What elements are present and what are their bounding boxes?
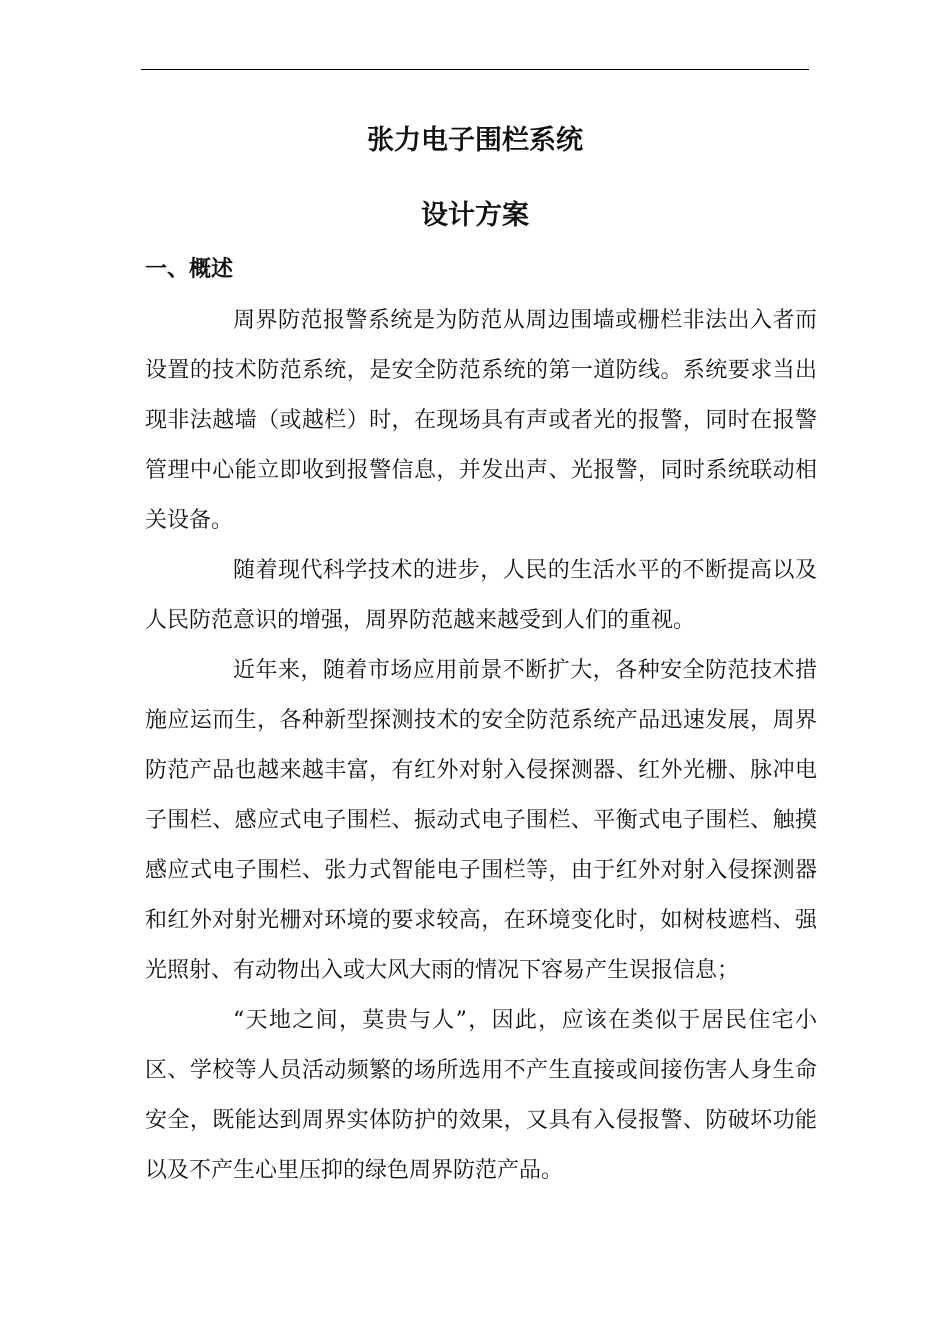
paragraph-3: 近年来，随着市场应用前景不断扩大，各种安全防范技术措施应运而生，各种新型探测技术的安全防范系统产品迅速发展，周界防范产品也越来越丰富，有红外对射入侵探测器、红外光栅、脉冲电子围栏、感应式电子围栏、振动式电子围栏、平衡式电子围栏、触摸感应式电子围栏、张力式智能电子围栏等，由于红外对射入侵探测器和红外对射光栅对环境的要求较高，在环境变化时，如树枝遮档、强光照射、有动物出入或大风大雨的情况下容易产生误报信息； — [145, 658, 817, 983]
section-heading-overview: 一、概述 — [145, 257, 234, 282]
document-title: 张力电子围栏系统 — [367, 125, 583, 156]
header-rule — [141, 69, 809, 70]
paragraph-1: 周界防范报警系统是为防范从周边围墙或栅栏非法出入者而设置的技术防范系统，是安全防范系统的第一道防线。系统要求当出现非法越墙（或越栏）时，在现场具有声或者光的报警，同时在报警管理中心能立即收到报警信息，并发出声、光报警，同时系统联动相关设备。 — [145, 308, 817, 533]
paragraph-4: “天地之间，莫贵与人”，因此，应该在类似于居民住宅小区、学校等人员活动频繁的场所选用不产生直接或间接伤害人身生命安全，既能达到周界实体防护的效果，又具有入侵报警、防破坏功能以及不产生心里压抑的绿色周界防范产品。 — [145, 1008, 817, 1183]
document-subtitle: 设计方案 — [421, 200, 529, 231]
paragraph-2: 随着现代科学技术的进步，人民的生活水平的不断提高以及人民防范意识的增强，周界防范越来越受到人们的重视。 — [145, 558, 817, 633]
body-text — [145, 296, 817, 1196]
